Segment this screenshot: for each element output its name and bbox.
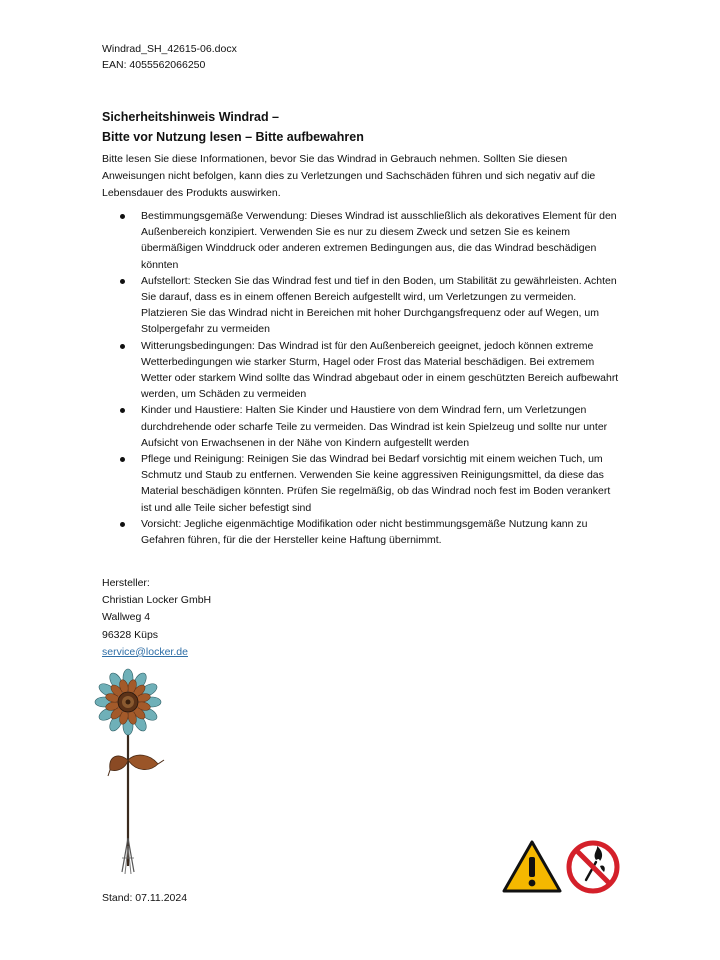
manufacturer-company: Christian Locker GmbH <box>102 594 212 607</box>
manufacturer-label: Hersteller: <box>102 577 150 589</box>
intro-paragraph: Bitte lesen Sie diese Informationen, bevor Sie das Windrad in Gebrauch nehmen. Sollten Sie diesen Anweisungen nicht befolgen, kann dies zu Verletzungen und Sachschäden führen und sich negativ auf die Lebensdauer des Produkts auswirken. <box>102 153 596 199</box>
manufacturer-street: Wallweg 4 <box>102 611 151 624</box>
filename: Windrad_SH_42615-06.docx <box>102 43 237 55</box>
ean-number: EAN: 4055562066250 <box>102 59 206 71</box>
bullet-text: Bestimmungsgemäße Verwendung: Dieses Windrad ist ausschließlich als dekoratives Element für den Außenbereich konzipiert. Verwenden Sie es nur zu diesem Zweck und setzen Sie es keinem übermäßigen Winddruck oder anderen extremen Bedingungen aus, die das Windrad beschädigen könnten <box>141 210 617 271</box>
manufacturer-block <box>102 575 211 661</box>
stand-date: Stand: 07.11.2024 <box>102 892 188 904</box>
document-header <box>102 41 237 73</box>
bullet-item <box>102 451 622 516</box>
bullet-dot-icon <box>120 214 125 219</box>
bullet-dot-icon <box>120 457 125 462</box>
flower-windmill-image <box>94 668 174 880</box>
bullet-text: Vorsicht: Jegliche eigenmächtige Modifikation oder nicht bestimmungsgemäße Nutzung kann zu Gefahren führen, für die der Hersteller keine Haftung übernimmt. <box>141 517 588 547</box>
bullet-dot-icon <box>120 408 125 413</box>
title-line-2: Bitte vor Nutzung lesen – Bitte aufbewahren <box>102 130 364 144</box>
bullet-item <box>102 208 622 273</box>
bullet-item <box>102 273 622 338</box>
bullet-item <box>102 402 622 451</box>
bullet-dot-icon <box>120 344 125 349</box>
bullet-text: Aufstellort: Stecken Sie das Windrad fest und tief in den Boden, um Stabilität zu gewährleisten. Achten Sie darauf, dass es in einem offenen Bereich aufgestellt wird, um Verletzungen zu vermeiden. Platzieren Sie das Windrad nicht in Bereichen mit hoher Durchgangsfrequenz oder auf Wegen, um Stolpergefahr zu vermeiden <box>141 274 617 336</box>
warning-triangle-icon <box>502 840 562 894</box>
no-open-fire-icon <box>566 840 620 894</box>
manufacturer-city: 96328 Küps <box>102 628 159 641</box>
bullet-text: Pflege und Reinigung: Reinigen Sie das Windrad bei Bedarf vorsichtig mit einem weichen Tuch, um Schmutz und Staub zu entfernen. Verwenden Sie keine aggressiven Reinigungsmittel, da diese das Material beschädigen könnten. Prüfen Sie regelmäßig, ob das Windrad noch fest im Boden verankert ist und alle Teile sicher befestigt sind <box>141 453 611 514</box>
bullet-item <box>102 516 622 548</box>
bullet-dot-icon <box>120 279 125 284</box>
manufacturer-email-link[interactable]: service@locker.de <box>102 645 188 658</box>
bullet-item <box>102 338 622 403</box>
title-line-1: Sicherheitshinweis Windrad – <box>102 110 280 124</box>
bullet-dot-icon <box>120 522 125 527</box>
document-title <box>102 107 642 147</box>
safety-bullet-list <box>102 208 622 548</box>
bullet-text: Kinder und Haustiere: Halten Sie Kinder und Haustiere von dem Windrad fern, um Verletzungen durchdrehende oder scharfe Teile zu vermeiden. Das Windrad ist kein Spielzeug und sollte nur unter Aufsicht von Erwachsenen in der Nähe von Kindern aufgestellt werden <box>141 404 608 449</box>
bullet-text: Witterungsbedingungen: Das Windrad ist für den Außenbereich geeignet, jedoch können extreme Wetterbedingungen wie starker Sturm, Hagel oder Frost das Material beschädigen. Bei extremem Wetter oder starkem Wind sollte das Windrad abgebaut oder in einem geschützten Bereich aufbewahrt werden, um Schäden zu vermeiden <box>141 339 619 401</box>
